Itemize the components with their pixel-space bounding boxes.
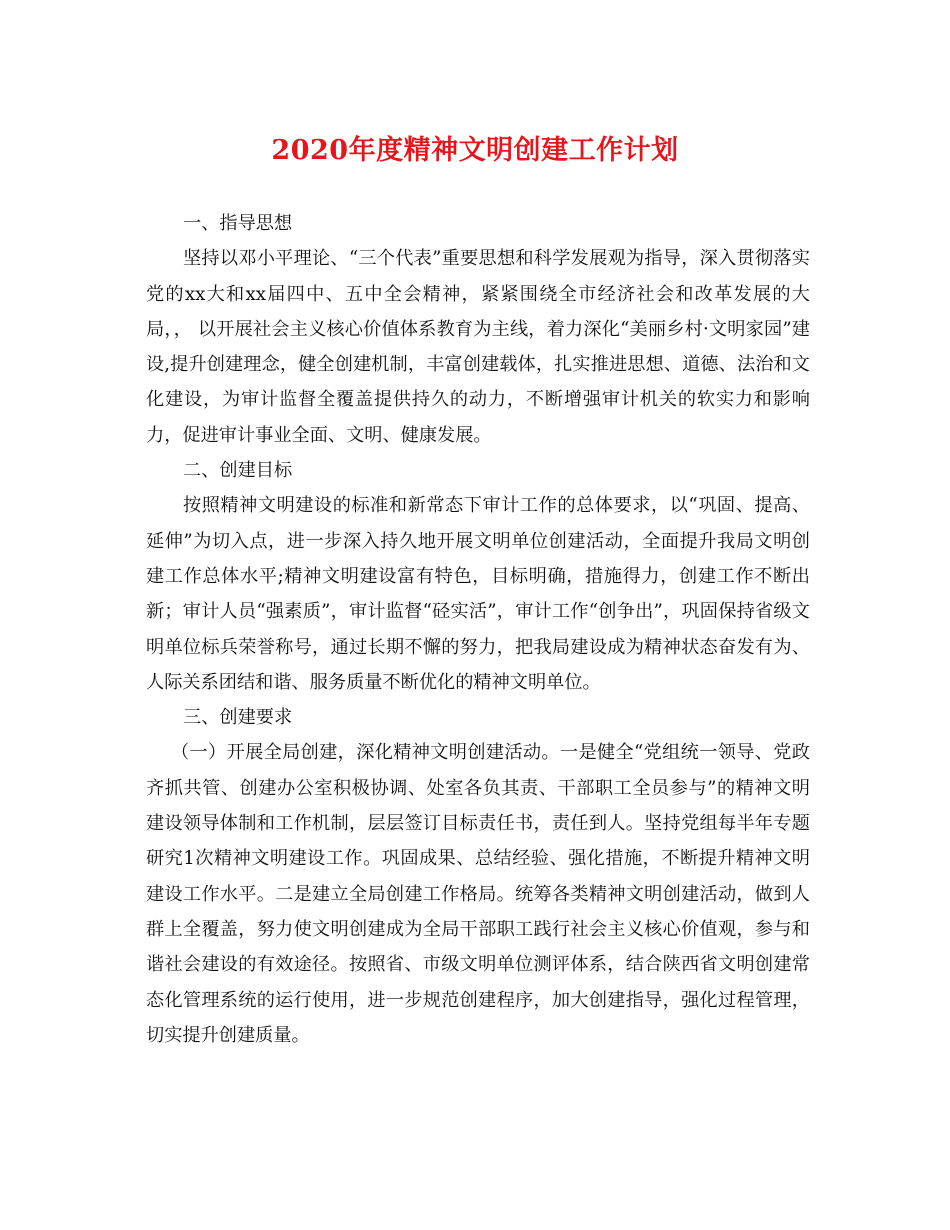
section-paragraph: 坚持以邓小平理论、“三个代表”重要思想和科学发展观为指导，深入贯彻落实党的xx大和xx届四中、五中全会精神，紧紧围绕全市经济社会和改革发展的大局，， 以开展社会主义核心价值体系教育为主线，着力深化“美丽乡村·文明家园”建设,提升创建理念，健全创建机制，丰富创建载体，扎实推进思想、道德、法治和文化建设，为审计监督全覆盖提供持久的动力，不断增强审计机关的软实力和影响力，促进审计事业全面、文明、健康发展。 [146, 248, 810, 446]
section-paragraph: 按照精神文明建设的标准和新常态下审计工作的总体要求，以“巩固、提高、延伸”为切入点，进一步深入持久地开展文明单位创建活动，全面提升我局文明创建工作总体水平;精神文明建设富有特色，目标明确，措施得力，创建工作不断出新；审计人员“强素质”，审计监督“硁实活”，审计工作“创争出”，巩固保持省级文明单位标兵荣誉称号，通过长期不懈的努力，把我局建设成为精神状态奋发有为、人际关系团结和谐、服务质量不断优化的精神文明单位。 [146, 495, 810, 693]
section-creation-requirements [146, 700, 810, 1053]
section-heading: 一、指导思想 [183, 213, 293, 234]
section-heading: 三、创建要求 [183, 707, 293, 729]
section-heading: 二、创建目标 [183, 460, 293, 482]
section-guiding-ideology [146, 206, 810, 453]
document-title: 2020年度精神文明创建工作计划 [271, 135, 679, 166]
document-body [146, 206, 810, 1053]
section-paragraph: （一）开展全局创建，深化精神文明创建活动。一是健全“党组统一领导、党政齐抓共管、创建办公室积极协调、处室各负其责、干部职工全员参与”的精神文明建设领导体制和工作机制，层层签订目标责任书，责任到人。坚持党组每半年专题研究1次精神文明建设工作。巩固成果、总结经验、强化措施，不断提升精神文明建设工作水平。二是建立全局创建工作格局。统筹各类精神文明创建活动，做到人群上全覆盖，努力使文明创建成为全局干部职工践行社会主义核心价值观，参与和谐社会建设的有效途径。按照省、市级文明单位测评体系，结合陕西省文明创建常态化管理系统的运行使用，进一步规范创建程序，加大创建指导，强化过程管理，切实提升创建质量。 [146, 742, 810, 1046]
section-creation-goals [146, 453, 810, 700]
